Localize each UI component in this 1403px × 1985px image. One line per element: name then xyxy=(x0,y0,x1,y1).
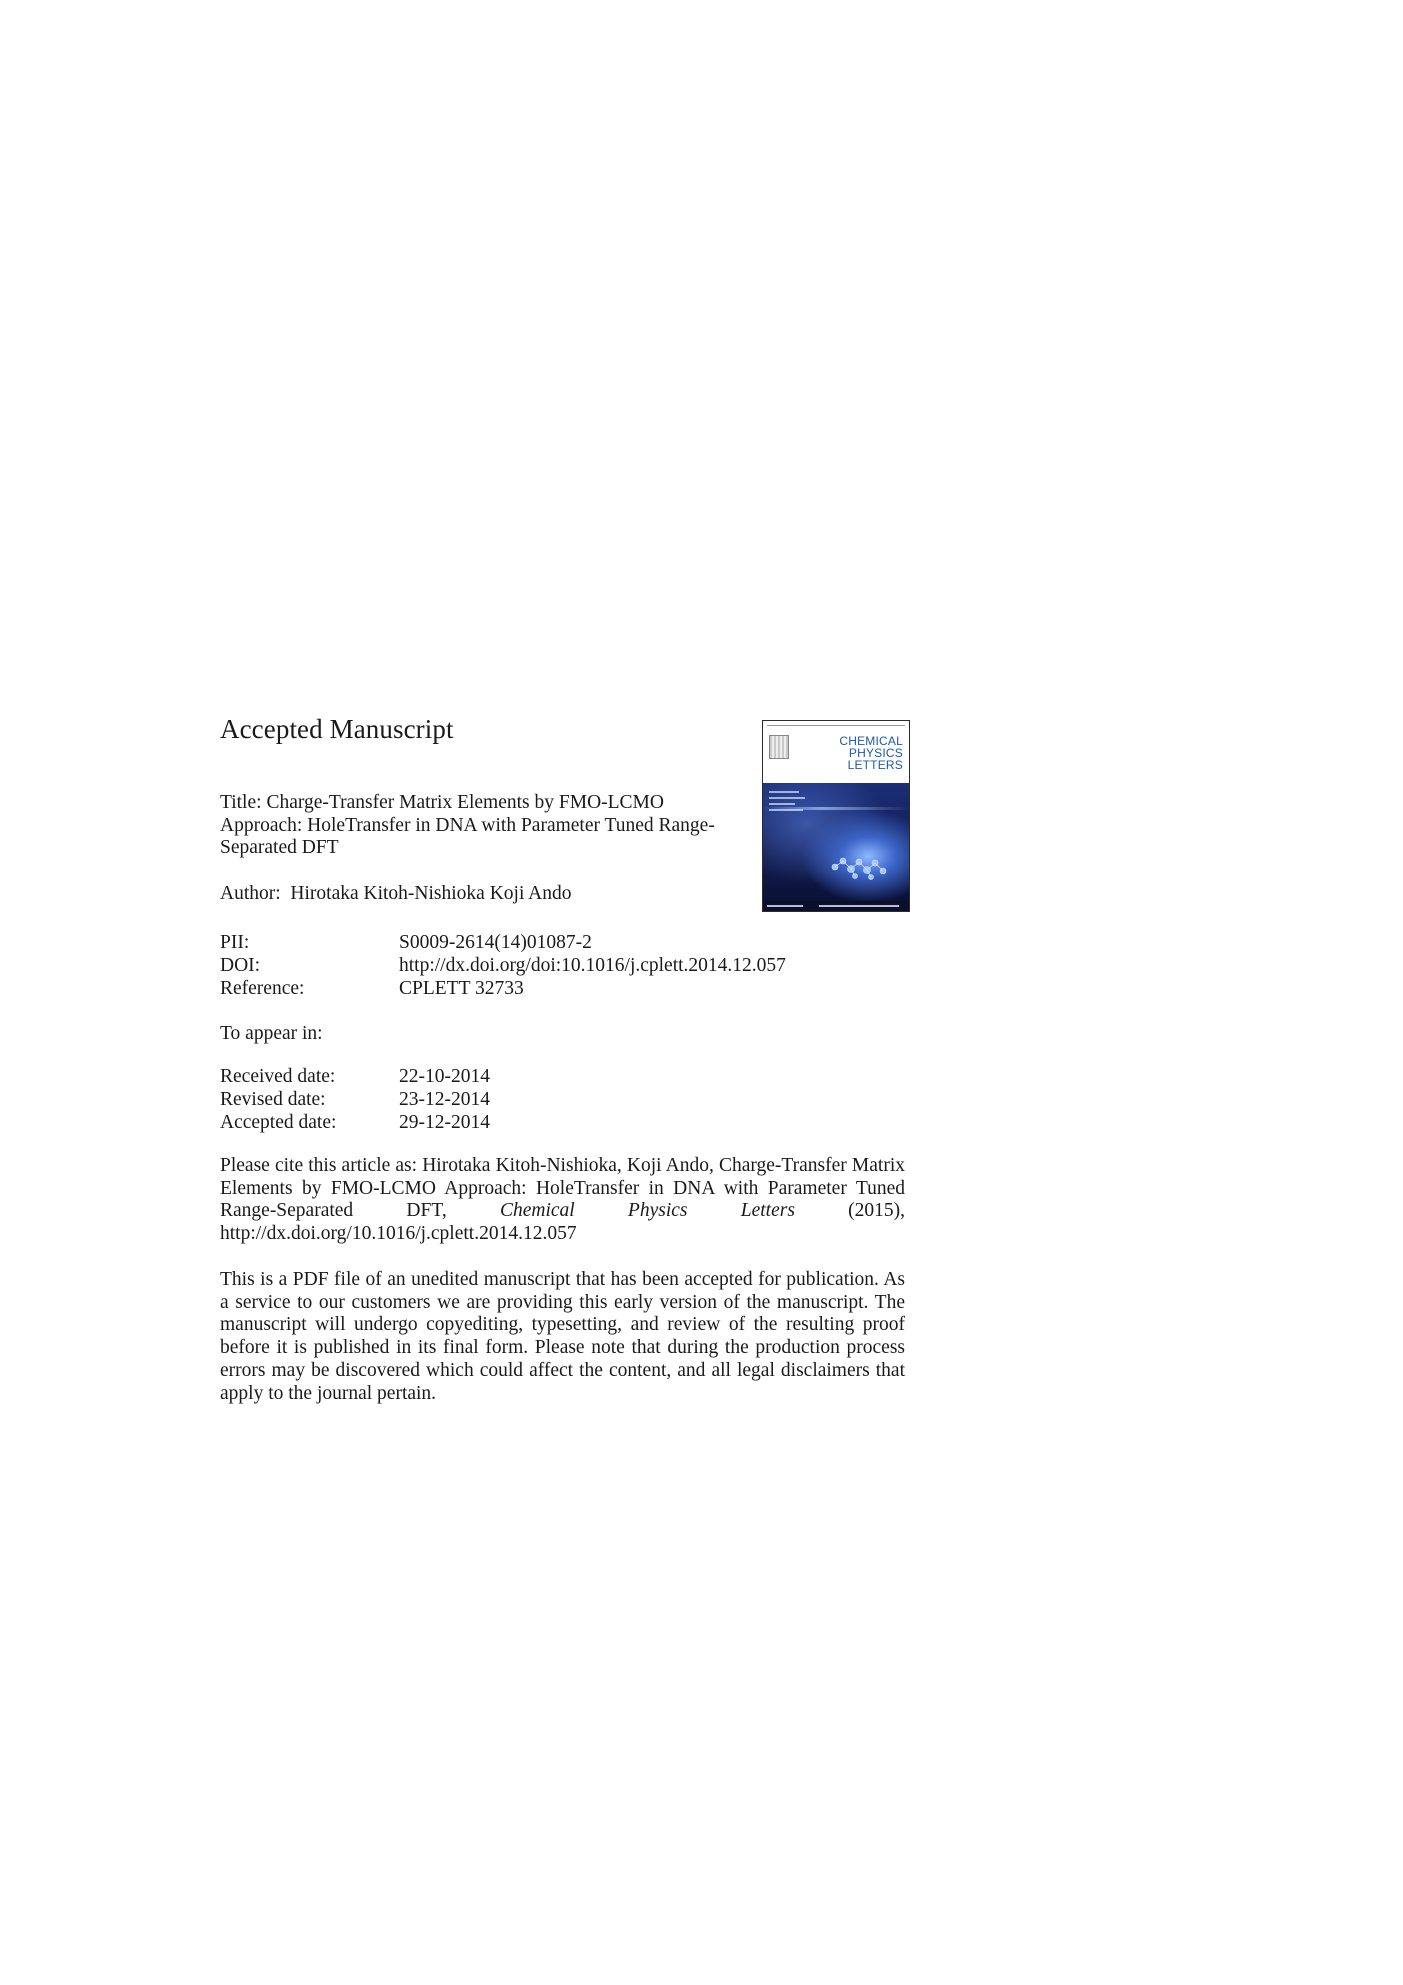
title-text: Charge-Transfer Matrix Elements by FMO-LCMO Approach: HoleTransfer in DNA with Parameter Tuned Range-Separated DFT xyxy=(220,792,715,859)
cover-small-text xyxy=(769,791,805,815)
disclaimer-paragraph: This is a PDF file of an unedited manuscript that has been accepted for publication. As a service to our customers we are providing this early version of the manuscript. The manuscript will undergo copyediting, typesetting, and review of the resulting proof before it is published in its final form. Please note that during the production process errors may be discovered which could affect the content, and all legal disclaimers that apply to the journal pertain. xyxy=(220,1269,905,1404)
title-label: Title: xyxy=(220,792,262,813)
doi-link[interactable]: http://dx.doi.org/doi:10.1016/j.cplett.2014.12.057 xyxy=(399,955,786,976)
citation-journal: Chemical Physics Letters xyxy=(499,1200,795,1222)
date-label: Accepted date: xyxy=(220,1112,337,1133)
cover-header xyxy=(763,721,909,783)
author-line xyxy=(220,883,572,906)
citation-prefix: Please cite this article as: Hirotaka Kitoh-Nishioka, Koji Ando, Charge-Transfer Matrix Elements by FMO-LCMO Approach: HoleTransfer in DNA with Parameter Tuned Range-Separated DFT, xyxy=(220,1155,905,1222)
cover-footer xyxy=(763,901,909,911)
author-label: Author: xyxy=(220,883,281,904)
identifier-value: S0009-2614(14)01087-2 xyxy=(399,932,592,953)
article-title xyxy=(220,792,720,860)
cover-journal-line: PHYSICS xyxy=(848,746,903,760)
author-names: Hirotaka Kitoh-Nishioka Koji Ando xyxy=(290,883,572,904)
publisher-logo-icon xyxy=(769,735,789,759)
identifier-value: CPLETT 32733 xyxy=(399,978,524,999)
date-value: 23-12-2014 xyxy=(399,1089,490,1110)
date-label: Received date: xyxy=(220,1066,336,1087)
cover-rule xyxy=(767,725,905,728)
identifier-label: Reference: xyxy=(220,978,305,999)
cover-journal-title xyxy=(839,735,903,771)
citation-suffix: (2015), http://dx.doi.org/10.1016/j.cplett.2014.12.057 xyxy=(220,1200,906,1245)
journal-cover-image xyxy=(763,783,909,901)
identifier-label: PII: xyxy=(220,932,250,953)
date-value: 22-10-2014 xyxy=(399,1066,490,1087)
citation-paragraph xyxy=(220,1155,905,1246)
date-value: 29-12-2014 xyxy=(399,1112,490,1133)
appear-label: To appear in: xyxy=(220,1023,323,1044)
page-heading: Accepted Manuscript xyxy=(220,714,454,744)
date-label: Revised date: xyxy=(220,1089,326,1110)
cover-journal-line: CHEMICAL xyxy=(839,734,903,748)
journal-cover xyxy=(762,720,910,912)
cover-journal-line: LETTERS xyxy=(847,758,903,772)
molecule-icon xyxy=(829,853,889,881)
identifier-label: DOI: xyxy=(220,955,261,976)
